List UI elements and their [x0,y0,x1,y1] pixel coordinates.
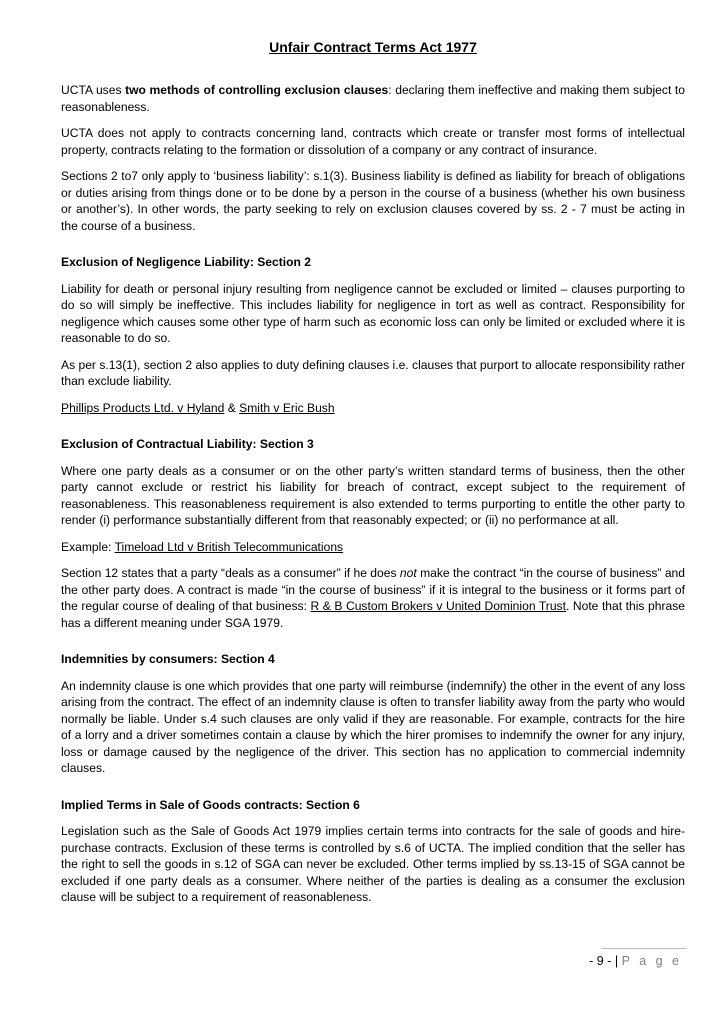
page-footer [589,954,682,968]
case-link-smith[interactable]: Smith v Eric Bush [239,400,335,415]
section-2-paragraph-1: Liability for death or personal injury resulting from negligence cannot be excluded or limited – clauses purporting to do so will simply be ineffective. This includes liability for negligence in tort as well as contract. Responsibility for negligence which causes some other type of harm such as economic loss can only be limited or excluded where it is reasonable to do so. [61,281,685,345]
case-link-timeload[interactable]: Timeload Ltd v British Telecommunications [114,539,344,554]
section-3-paragraph-3 [61,565,685,631]
document-title: Unfair Contract Terms Act 1977 [269,39,477,55]
section-6-paragraph-1: Legislation such as the Sale of Goods Act 1979 implies certain terms into contracts for the sale of goods and hire-purchase contracts. Exclusion of these terms is controlled by s.6 of UCTA. The implied condition that the seller has the right to sell the goods in s.12 of SGA can never be excluded. Other terms implied by ss.13-15 of SGA cannot be excluded if one party deals as a consumer. Where neither of the parties is dealing as a consumer the exclusion clause will be subject to a requirement of reasonableness. [61,824,685,904]
case-link-rb-custom[interactable]: R & B Custom Brokers v United Dominion Trust [310,599,566,613]
s3-p3-text-b: make the contract “in the course of business” and the other party does. A contract is made “in the course of business” if it is integral to the business or it forms part of the regular course of dealing of that business: [61,566,686,613]
intro-p1-text-c: : declaring them ineffective and making them subject to reasonableness. [61,83,685,114]
page-label: P a g e [621,954,682,968]
intro-p1-text-a: UCTA uses [61,83,126,97]
section-2-cases [61,400,685,417]
s3-p3-italic: not [399,566,417,580]
section-4-paragraph-1: An indemnity clause is one which provides that one party will reimburse (indemnify) the other in the event of any loss arising from the contract. The effect of an indemnity clause is often to transfer liability away from the party who would normally be liable. Under s.4 such clauses are only valid if they are reasonable. For example, contracts for the hire of a lorry and a driver sometimes contain a clause by which the hirer promises to indemnify the owner for any injury, loss or damage caused by the negligence of the driver. This section has no application to commercial indemnity clauses. [61,678,685,775]
footer-rule [601,948,687,949]
s3-p3-text-c: . Note that this phrase has a different meaning under SGA 1979. [61,599,685,630]
section-2-heading: Exclusion of Negligence Liability: Section 2 [61,255,311,269]
section-3-example [61,539,685,556]
page-number: - 9 - [589,954,612,968]
intro-paragraph-1 [61,82,685,115]
intro-p1-bold: two methods of controlling exclusion clauses [125,83,389,97]
footer-separator: | [611,954,622,968]
section-3-heading: Exclusion of Contractual Liability: Section 3 [61,437,314,451]
section-4-heading: Indemnities by consumers: Section 4 [61,652,275,666]
ampersand: & [224,400,240,415]
section-2-paragraph-2: As per s.13(1), section 2 also applies to duty defining clauses i.e. clauses that purport to allocate responsibility rather than exclude liability. [61,357,685,388]
intro-paragraph-2: UCTA does not apply to contracts concerning land, contracts which create or transfer most forms of intellectual property, contracts relating to the formation or dissolution of a company or any contract of insurance. [61,126,685,157]
section-3-paragraph-1: Where one party deals as a consumer or on the other party’s written standard terms of business, then the other party cannot exclude or restrict his liability for breach of contract, except subject to the requirement of reasonableness. This reasonableness requirement is also extended to terms purporting to entitle the other party to render (i) performance substantially different from that reasonably expected; or (ii) no performance at all. [61,463,685,527]
s3-p3-text-a: Section 12 states that a party “deals as a consumer” if he does [61,566,400,580]
document-page [61,38,685,916]
intro-paragraph-3: Sections 2 to7 only apply to ‘business liability’: s.1(3). Business liability is defined as liability for breach of obligations or duties arising from things done or to be done by a person in the course of a business (whether his own business or another’s). In other words, the party seeking to rely on exclusion clauses covered by ss. 2 - 7 must be acting in the course of a business. [61,169,685,233]
section-6-heading: Implied Terms in Sale of Goods contracts: Section 6 [61,797,360,812]
example-label: Example: [61,539,115,554]
case-link-phillips[interactable]: Phillips Products Ltd. v Hyland [61,400,225,415]
